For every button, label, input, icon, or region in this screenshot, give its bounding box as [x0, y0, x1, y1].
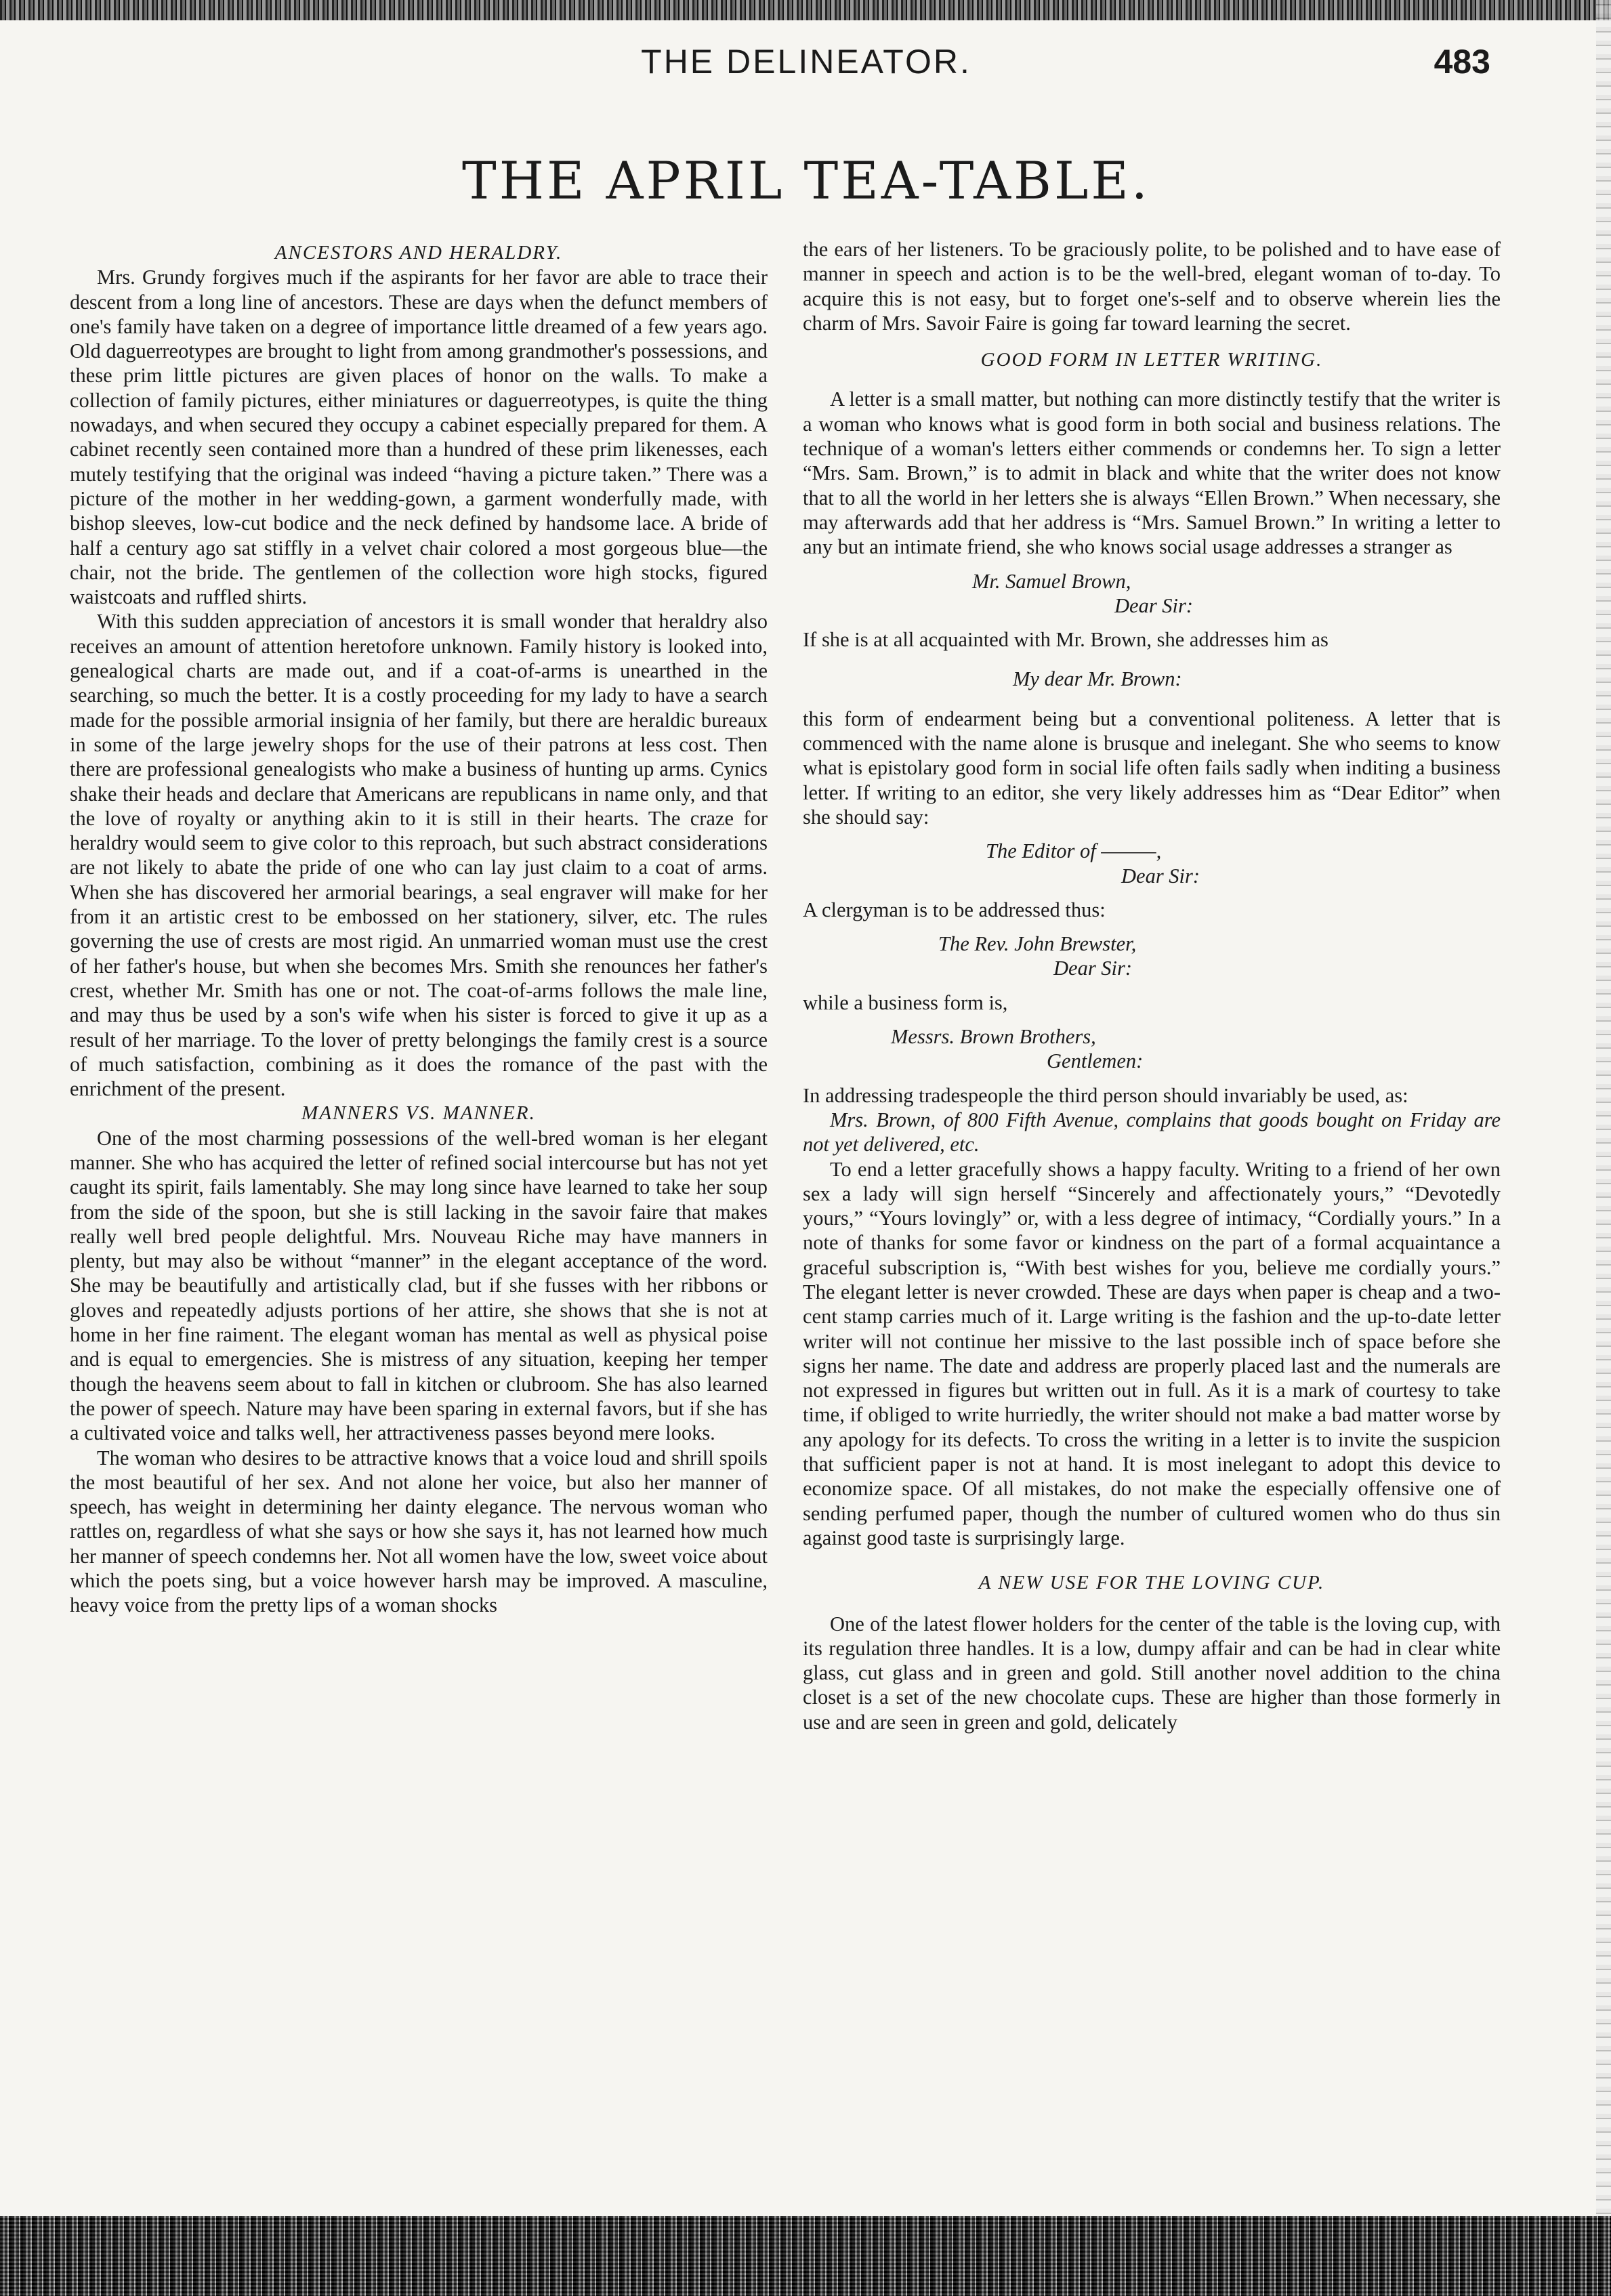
address-line: Messrs. Brown Brothers,: [891, 1025, 1096, 1049]
address-line: The Rev. John Brewster,: [938, 932, 1137, 956]
address-line: Mr. Samuel Brown,: [972, 569, 1131, 593]
paragraph: while a business form is,: [803, 990, 1008, 1014]
paragraph: If she is at all acquainted with Mr. Brown, she addresses him as: [803, 628, 1328, 652]
address-line: My dear Mr. Brown:: [1013, 667, 1182, 691]
address-example: [803, 839, 1501, 888]
paragraph: One of the most charming possessions of the well-bred woman is her elegant manner. She who has acquired the letter of refined social intercourse but has not yet caught its spirit, fails lamentably. She may long since have learned to take her soup from the side of the spoon, but she is still lacking in the savoir faire that makes really well bred people delightful. Mrs. Nouveau Riche may have manners in plenty, but may also be without “manner” in the elegant acceptance of the word. She may be beautifully and artistically clad, but if she fusses with her ribbons or gloves and repeatedly adjusts portions of her attire, she shows that she is not at home in her fine raiment. The elegant woman has mental as well as physical poise and is equal to emergencies. She is mistress of any situation, keeping her temper though the heavens seem about to fall in kitchen or clubroom. She has also learned the power of speech. Nature may have been sparing in external favors, but if she has a cultivated voice and talks well, her attractiveness passes beyond mere looks.: [70, 1126, 768, 1445]
paragraph: A letter is a small matter, but nothing can more distinctly testify that the writer is a woman who knows what is good form in both social and business relations. The technique of a woman's letters either commends or condemns her. To sign a letter “Mrs. Sam. Brown,” is to admit in black and white that the writer does not know that to all the world in her letters she is always “Ellen Brown.” When necessary, she may afterwards add that her address is “Mrs. Samuel Brown.” In writing a letter to any but an intimate friend, she who knows social usage addresses a stranger as: [803, 388, 1501, 559]
paragraph: To end a letter gracefully shows a happy faculty. Writing to a friend of her own sex a lady will sign herself “Sincerely and affectionately yours,” “Devotedly yours,” “Yours lovingly” or, with a less degree of intimacy, “Cordially yours.” In a note of thanks for some favor or kindness on the part of a formal acquaintance a graceful subscription is, “With best wishes for you, believe me cordially yours.” The elegant letter is never crowded. These are days when paper is cheap and a two-cent stamp carries much of it. Large writing is the fashion and the up-to-date letter writer will not continue her missive to the last possible inch of space before she signs her name. The date and address are properly placed last and the numerals are not expressed in figures but written out in full. As it is a mark of courtesy to take time, if obliged to write hurriedly, the writer should not make a bad matter worse by any apology for its defects. To cross the writing in a letter is to invite the suspicion that sufficient paper is not at hand. It is most inelegant to adopt this device to economize space. Of all mistakes, do not make the especially offensive one of sending perfumed paper, though the number of cultured women who do thus sin against good taste is surprisingly large.: [803, 1157, 1501, 1549]
paragraph: Mrs. Grundy forgives much if the aspirants for her favor are able to trace their descent from a long line of ancestors. These are days when the defunct members of one's family have taken on a degree of importance little dreamed of a few years ago. Old daguerreotypes are brought to light from among grandmother's possessions, and these prim little pictures are given places of honor on the walls. To make a collection of family pictures, either miniatures or daguerreotypes, is quite the thing nowadays, and when secured they occupy a cabinet especially prepared for them. A cabinet recently seen contained more than a hundred of these prim likenesses, each mutely testifying that the original was indeed “having a picture taken.” There was a picture of the mother in her wedding-gown, a garment wonderfully made, with bishop sleeves, low-cut bodice and the neck defined by handsome lace. A bride of half a century ago sat stiffly in a velvet chair colored a most gorgeous blue—the chair, not the bride. The gentlemen of the collection wore high stocks, figured waistcoats and ruffled shirts.: [70, 266, 768, 609]
article-title: THE APRIL TEA-TABLE.: [462, 150, 1150, 211]
scan-edge-bottom: [0, 2216, 1611, 2296]
paragraph: A clergyman is to be addressed thus:: [803, 898, 1106, 921]
section-heading-loving-cup: A NEW USE FOR THE LOVING CUP.: [978, 1572, 1325, 1594]
left-column: [70, 241, 768, 1618]
address-line: The Editor of ———,: [986, 839, 1162, 863]
section-heading-ancestors: ANCESTORS AND HERALDRY.: [274, 242, 563, 264]
address-line: Dear Sir:: [1121, 864, 1200, 888]
third-person-example: Mrs. Brown, of 800 Fifth Avenue, complains that goods bought on Friday are not yet delivered, etc.: [803, 1108, 1501, 1156]
right-column: [803, 237, 1501, 1734]
paragraph: The woman who desires to be attractive knows that a voice loud and shrill spoils the most beautiful of her sex. And not alone her voice, but also her manner of speech, has weight in determining her dainty elegance. The nervous woman who rattles on, regardless of what she says or how she says it, has not learned how much her manner of speech condemns her. Not all women have the low, sweet voice about which the poets sing, but a voice however harsh may be improved. A masculine, heavy voice from the pretty lips of a woman shocks: [70, 1446, 768, 1617]
running-title: THE DELINEATOR.: [641, 43, 971, 81]
page-number: 483: [1434, 43, 1490, 81]
paragraph: One of the latest flower holders for the center of the table is the loving cup, with its regulation three handles. It is a low, dumpy affair and can be had in clear white glass, cut glass and in green and gold. Still another novel addition to the china closet is a set of the new chocolate cups. These are higher than those formerly in use and are seen in green and gold, delicately: [803, 1612, 1501, 1734]
paragraph: In addressing tradespeople the third person should invariably be used, as:: [803, 1083, 1408, 1107]
address-example: [803, 932, 1501, 981]
address-example: [803, 1024, 1501, 1074]
paragraph: this form of endearment being but a conventional politeness. A letter that is commenced with the name alone is brusque and inelegant. She who seems to know what is epistolary good form in social life often fails sadly when inditing a business letter. If writing to an editor, she very likely addresses him as “Dear Editor” when she should say:: [803, 707, 1501, 829]
scan-edge-top: [0, 0, 1611, 20]
scan-edge-right: [1596, 0, 1611, 2296]
address-example: [803, 667, 1501, 691]
section-heading-manners: MANNERS VS. MANNER.: [301, 1102, 536, 1125]
address-example: [803, 569, 1501, 619]
paragraph: the ears of her listeners. To be graciously polite, to be polished and to have ease of manner in speech and action is to be the well-bred, elegant woman of to-day. To acquire this is not easy, but to forget one's-self and to observe wherein lies the charm of Mrs. Savoir Faire is going far toward learning the secret.: [803, 238, 1501, 335]
address-line: Gentlemen:: [1047, 1049, 1144, 1073]
address-line: Dear Sir:: [1053, 957, 1133, 980]
section-heading-letter-writing: GOOD FORM IN LETTER WRITING.: [980, 349, 1323, 371]
paragraph: With this sudden appreciation of ancestors it is small wonder that heraldry also receives an amount of attention heretofore unknown. Family history is looked into, genealogical charts are made out, and if a coat-of-arms is unearthed in the searching, so much the better. It is a costly proceeding for my lady to have a search made for the possible armorial insignia of her family, but there are heraldic bureaux in some of the large jewelry shops for the use of their patrons at less cost. Then there are professional genealogists who make a business of hunting up arms. Cynics shake their heads and declare that Americans are republicans in name only, and that the love of royalty or anything akin to it is still in their hearts. The craze for heraldry would seem to give color to this reproach, but such abstract considerations are not likely to abate the pride of one who can lay just claim to a coat of arms. When she has discovered her armorial bearings, a seal engraver will make for her from it an artistic crest to be embossed on her stationery, silver, etc. The rules governing the use of crests are most rigid. An unmarried woman must use the crest of her father's house, but when she becomes Mrs. Smith she renounces her father's crest, whether Mr. Smith has one or not. The coat-of-arms follows the male line, and may thus be used by a son's wife when his sister is forced to give it up as a result of her marriage. To the lover of pretty belongings the family crest is a source of much satisfaction, combining as it does the romance of the past with the enrichment of the present.: [70, 610, 768, 1101]
address-line: Dear Sir:: [1114, 593, 1194, 617]
